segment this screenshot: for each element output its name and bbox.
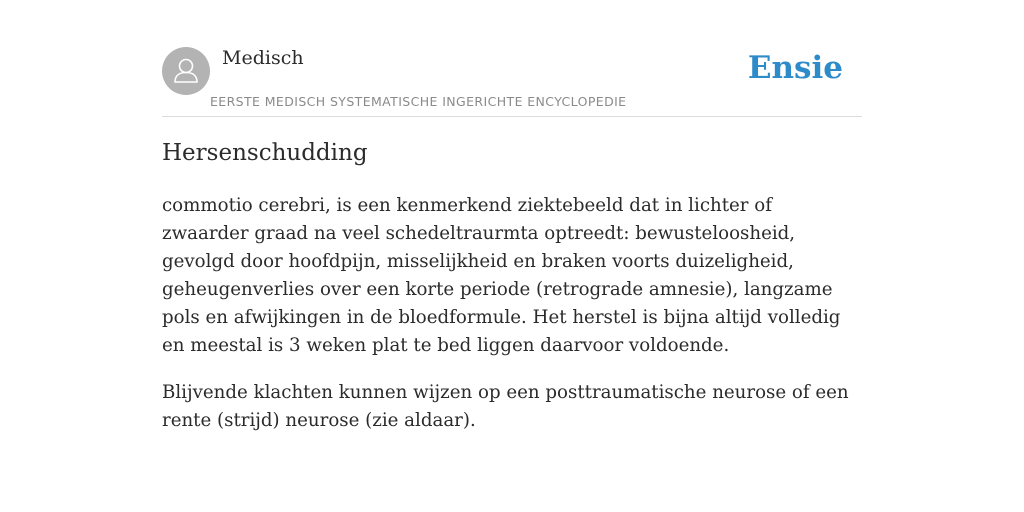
avatar[interactable] (162, 47, 210, 95)
source-subtitle: EERSTE MEDISCH SYSTEMATISCHE INGERICHTE ENCYCLOPEDIE (210, 94, 627, 109)
user-icon (162, 47, 210, 95)
article-paragraph: commotio cerebri, is een kenmerkend ziektebeeld dat in lichter of zwaarder graad na veel schedeltraurmta optreedt: bewusteloosheid, gevolgd door hoofdpijn, misselijkheid en braken voorts duizeligheid, geheugenverlies over een korte periode (retrograde amnesie), langzame pols en afwijkingen in de bloedformule. Het herstel is bijna altijd volledig en meestal is 3 weken plat te bed liggen daarvoor voldoende. (162, 195, 841, 356)
article-body (162, 192, 862, 454)
header (162, 0, 862, 117)
page (162, 0, 862, 431)
page-title: Hersenschudding (162, 140, 368, 166)
source-name[interactable]: Medisch (222, 47, 304, 69)
article-paragraph: Blijvende klachten kunnen wijzen op een posttraumatische neurose of een rente (strijd) neurose (zie aldaar). (162, 382, 849, 431)
ensie-logo[interactable]: Ensie (747, 50, 843, 86)
